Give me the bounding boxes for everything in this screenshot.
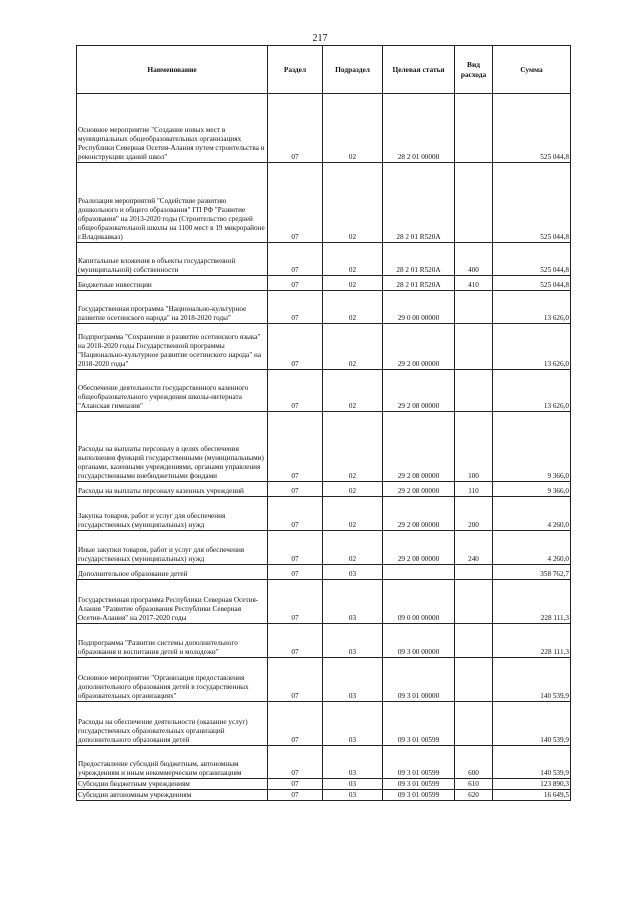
cell-subsection: 02 [323,291,383,324]
cell-sum: 140 539,9 [493,702,571,746]
cell-sum: 228 111,3 [493,580,571,624]
cell-section: 07 [268,580,323,624]
cell-sum: 9 366,0 [493,482,571,497]
page-number: 217 [312,33,328,44]
cell-target: 09 0 00 00000 [383,580,455,624]
cell-name: Подпрограмма "Сохранение и развитие осетинского языка" на 2018-2020 годы Государственной программы "Национально-культурное развитие осетинского народа" на 2018-2020 годы" [77,324,268,370]
cell-expense-type: 110 [455,482,493,497]
header-subsection: Подраздел [323,46,383,94]
cell-name: Дополнительное образование детей [77,565,268,580]
cell-sum: 228 111,3 [493,624,571,658]
cell-expense-type: 100 [455,412,493,482]
table-row [77,580,571,624]
cell-name: Расходы на выплаты персоналу казенных учреждений [77,482,268,497]
cell-sum: 525 044,8 [493,94,571,163]
cell-subsection: 03 [323,658,383,702]
cell-expense-type [455,702,493,746]
cell-subsection: 02 [323,497,383,531]
cell-subsection: 02 [323,531,383,565]
header-name: Наименование [77,46,268,94]
cell-sum: 140 539,9 [493,746,571,779]
cell-name: Государственная программа Республики Северная Осетия-Алания "Развитие образования Республики Северная Осетия-Алания" на 2017-2020 годы [77,580,268,624]
cell-name: Закупка товаров, работ и услуг для обеспечения государственных (муниципальных) нужд [77,497,268,531]
cell-target: 09 3 01 00599 [383,746,455,779]
cell-sum: 140 539,9 [493,658,571,702]
cell-sum: 13 626,0 [493,291,571,324]
cell-subsection: 03 [323,565,383,580]
cell-sum: 4 260,0 [493,531,571,565]
cell-sum: 525 044,8 [493,163,571,243]
cell-subsection: 02 [323,482,383,497]
cell-expense-type [455,565,493,580]
cell-section: 07 [268,276,323,291]
header-sum: Сумма [493,46,571,94]
cell-expense-type [455,324,493,370]
cell-target: 09 3 00 00000 [383,624,455,658]
cell-section: 07 [268,702,323,746]
cell-section: 07 [268,497,323,531]
cell-name: Расходы на выплаты персоналу в целях обеспечения выполнения функций государственными (муниципальными) органами, казенными учреждениями, органами управления государственными внебюджетными фондами [77,412,268,482]
cell-subsection: 02 [323,243,383,276]
cell-subsection: 03 [323,624,383,658]
cell-target: 29 2 08 00000 [383,497,455,531]
table-row [77,482,571,497]
table-row [77,702,571,746]
cell-section: 07 [268,324,323,370]
cell-section: 07 [268,565,323,580]
cell-expense-type: 400 [455,243,493,276]
header-expense-type: Вид расхода [455,46,493,94]
cell-section: 07 [268,94,323,163]
cell-subsection: 02 [323,324,383,370]
cell-target [383,565,455,580]
cell-expense-type: 600 [455,746,493,779]
table-row [77,412,571,482]
cell-subsection: 03 [323,790,383,801]
table-header-row [77,46,571,94]
cell-expense-type [455,94,493,163]
cell-sum: 13 626,0 [493,324,571,370]
cell-name: Бюджетные инвестиции [77,276,268,291]
cell-subsection: 02 [323,276,383,291]
cell-section: 07 [268,291,323,324]
cell-section: 07 [268,624,323,658]
cell-section: 07 [268,412,323,482]
cell-sum: 123 890,3 [493,779,571,790]
cell-target: 28 2 01 R520A [383,276,455,291]
cell-expense-type [455,580,493,624]
cell-subsection: 03 [323,779,383,790]
table-row [77,94,571,163]
cell-sum: 9 366,0 [493,412,571,482]
cell-section: 07 [268,658,323,702]
cell-name: Предоставление субсидий бюджетным, автономным учреждениям и иным некоммерческим организациям [77,746,268,779]
cell-sum: 525 044,8 [493,243,571,276]
cell-expense-type [455,624,493,658]
cell-name: Капитальные вложения в объекты государственной (муниципальной) собственности [77,243,268,276]
cell-name: Расходы на обеспечение деятельности (оказание услуг) государственных образовательных организаций дополнительного образования детей [77,702,268,746]
cell-subsection: 03 [323,746,383,779]
cell-expense-type [455,370,493,412]
table-row [77,779,571,790]
cell-subsection: 02 [323,94,383,163]
cell-expense-type: 240 [455,531,493,565]
cell-section: 07 [268,163,323,243]
budget-table [76,45,571,801]
cell-target: 29 2 08 00000 [383,531,455,565]
cell-name: Субсидии автономным учреждениям [77,790,268,801]
cell-name: Государственная программа "Национально-культурное развитие осетинского народа" на 2018-2020 годы" [77,291,268,324]
table-row [77,565,571,580]
cell-expense-type: 620 [455,790,493,801]
cell-target: 28 2 01 00000 [383,94,455,163]
cell-target: 09 3 01 00599 [383,779,455,790]
cell-section: 07 [268,746,323,779]
cell-name: Иные закупки товаров, работ и услуг для обеспечения государственных (муниципальных) нужд [77,531,268,565]
cell-target: 29 0 00 00000 [383,291,455,324]
cell-expense-type: 200 [455,497,493,531]
cell-section: 07 [268,243,323,276]
cell-expense-type [455,163,493,243]
cell-subsection: 03 [323,580,383,624]
cell-expense-type: 610 [455,779,493,790]
table-row [77,370,571,412]
table-row [77,291,571,324]
cell-section: 07 [268,370,323,412]
cell-subsection: 03 [323,702,383,746]
table-row [77,746,571,779]
cell-target: 29 2 00 00000 [383,324,455,370]
cell-subsection: 02 [323,370,383,412]
cell-target: 09 3 01 00599 [383,790,455,801]
table-row [77,790,571,801]
cell-name: Реализация мероприятий "Содействие развитию дошкольного и общего образования" ГП РФ "Развитие образования" на 2013-2020 годы (Строительство средней общеобразовательной школы на 1100 мест в 19 микрорайоне г.Владикавказ) [77,163,268,243]
cell-name: Обеспечение деятельности государственного казенного общеобразовательного учреждения школы-интерната "Аланская гимназия" [77,370,268,412]
table-row [77,163,571,243]
table-row [77,243,571,276]
cell-section: 07 [268,531,323,565]
cell-expense-type [455,658,493,702]
cell-section: 07 [268,779,323,790]
cell-target: 28 2 01 R520A [383,243,455,276]
cell-target: 28 2 01 R520A [383,163,455,243]
cell-section: 07 [268,790,323,801]
table-row [77,497,571,531]
cell-sum: 4 260,0 [493,497,571,531]
table-row [77,324,571,370]
cell-section: 07 [268,482,323,497]
cell-sum: 525 044,8 [493,276,571,291]
cell-name: Основное мероприятие "Организация предоставления дополнительного образования детей в государственных образовательных организациях" [77,658,268,702]
header-section: Раздел [268,46,323,94]
table-row [77,624,571,658]
table-body [77,94,571,801]
cell-sum: 16 649,5 [493,790,571,801]
cell-sum: 358 762,7 [493,565,571,580]
cell-target: 29 2 08 00000 [383,412,455,482]
cell-name: Подпрограмма "Развитие системы дополнительного образования и воспитания детей и молодежи" [77,624,268,658]
table-row [77,276,571,291]
cell-subsection: 02 [323,163,383,243]
cell-target: 29 2 08 00000 [383,482,455,497]
cell-subsection: 02 [323,412,383,482]
cell-expense-type: 410 [455,276,493,291]
cell-target: 29 2 08 00000 [383,370,455,412]
cell-expense-type [455,291,493,324]
cell-target: 09 3 01 00599 [383,702,455,746]
table-row [77,531,571,565]
cell-name: Субсидии бюджетным учреждениям [77,779,268,790]
cell-target: 09 3 01 00000 [383,658,455,702]
header-target: Целевая статья [383,46,455,94]
table-row [77,658,571,702]
cell-sum: 13 626,0 [493,370,571,412]
cell-name: Основное мероприятие "Создание новых мест в муниципальных общеобразовательных организациях Республики Северная Осетия-Алания путем строительства и реконструкции зданий школ" [77,94,268,163]
